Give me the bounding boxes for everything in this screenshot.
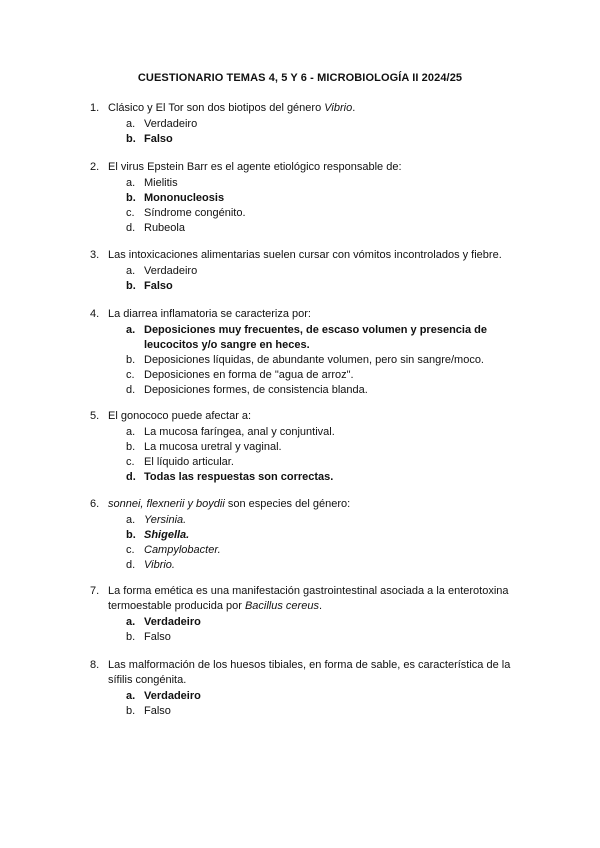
option-a: a. Deposiciones muy frecuentes, de escaso volumen y presencia de leucocitos y/o sangre en heces. (126, 324, 487, 351)
option-d: d. Rubeola (126, 222, 185, 234)
option-b: b. Falso (126, 133, 173, 145)
question-number: 6. (90, 498, 100, 510)
option-c: c. Campylobacter. (126, 544, 221, 556)
question-number: 1. (90, 102, 100, 114)
question-stem: sonnei, flexnerii y boydii son especies del género: (108, 498, 351, 510)
page-title: CUESTIONARIO TEMAS 4, 5 Y 6 - MICROBIOLOGÍA II 2024/25 (137, 72, 463, 84)
option-b: b. Deposiciones líquidas, de abundante volumen, pero sin sangre/moco. (126, 354, 484, 366)
question-1 (90, 101, 530, 147)
option-c: c. Síndrome congénito. (126, 207, 246, 219)
option-a: a. Yersinia. (126, 514, 187, 526)
option-a: a. Mielitis (126, 177, 178, 189)
question-number: 4. (90, 308, 100, 320)
option-d: d. Deposiciones formes, de consistencia blanda. (126, 384, 368, 396)
question-3 (90, 248, 530, 294)
option-b: b. La mucosa uretral y vaginal. (126, 441, 282, 453)
option-b: b. Falso (126, 705, 171, 717)
question-stem: El virus Epstein Barr es el agente etiológico responsable de: (108, 161, 402, 173)
option-b: b. Mononucleosis (126, 192, 225, 204)
option-a: a. Verdadeiro (126, 690, 201, 702)
question-number: 3. (90, 249, 100, 261)
option-a: a. Verdadeiro (126, 265, 198, 277)
question-stem: Clásico y El Tor son dos biotipos del género Vibrio. (108, 102, 356, 114)
question-8 (90, 658, 530, 719)
question-number: 7. (90, 585, 100, 597)
option-d: d. Todas las respuestas son correctas. (126, 471, 334, 483)
question-number: 5. (90, 410, 100, 422)
option-c: c. Deposiciones en forma de "agua de arroz". (126, 369, 354, 381)
option-a: a. Verdadeiro (126, 616, 201, 628)
option-b: b. Falso (126, 631, 171, 643)
question-stem: Las malformación de los huesos tibiales, en forma de sable, es característica de la sífilis congénita. (108, 659, 511, 686)
option-b: b. Falso (126, 280, 173, 292)
question-stem: La forma emética es una manifestación gastrointestinal asociada a la enterotoxina termoestable producida por Bacillus cereus. (108, 585, 509, 612)
question-stem: El gonococo puede afectar a: (108, 410, 252, 422)
option-d: d. Vibrio. (126, 559, 175, 571)
question-2 (90, 160, 530, 236)
question-6 (90, 497, 530, 573)
question-number: 2. (90, 161, 100, 173)
question-number: 8. (90, 659, 100, 671)
question-stem: Las intoxicaciones alimentarias suelen cursar con vómitos incontrolados y fiebre. (108, 249, 502, 261)
question-stem: La diarrea inflamatoria se caracteriza por: (108, 308, 311, 320)
question-4 (90, 307, 530, 398)
option-b: b. Shigella. (126, 529, 190, 541)
option-a: a. Verdadeiro (126, 118, 198, 130)
question-5 (90, 409, 530, 485)
option-c: c. El líquido articular. (126, 456, 234, 468)
option-a: a. La mucosa faríngea, anal y conjuntival. (126, 426, 335, 438)
question-7 (90, 584, 530, 645)
